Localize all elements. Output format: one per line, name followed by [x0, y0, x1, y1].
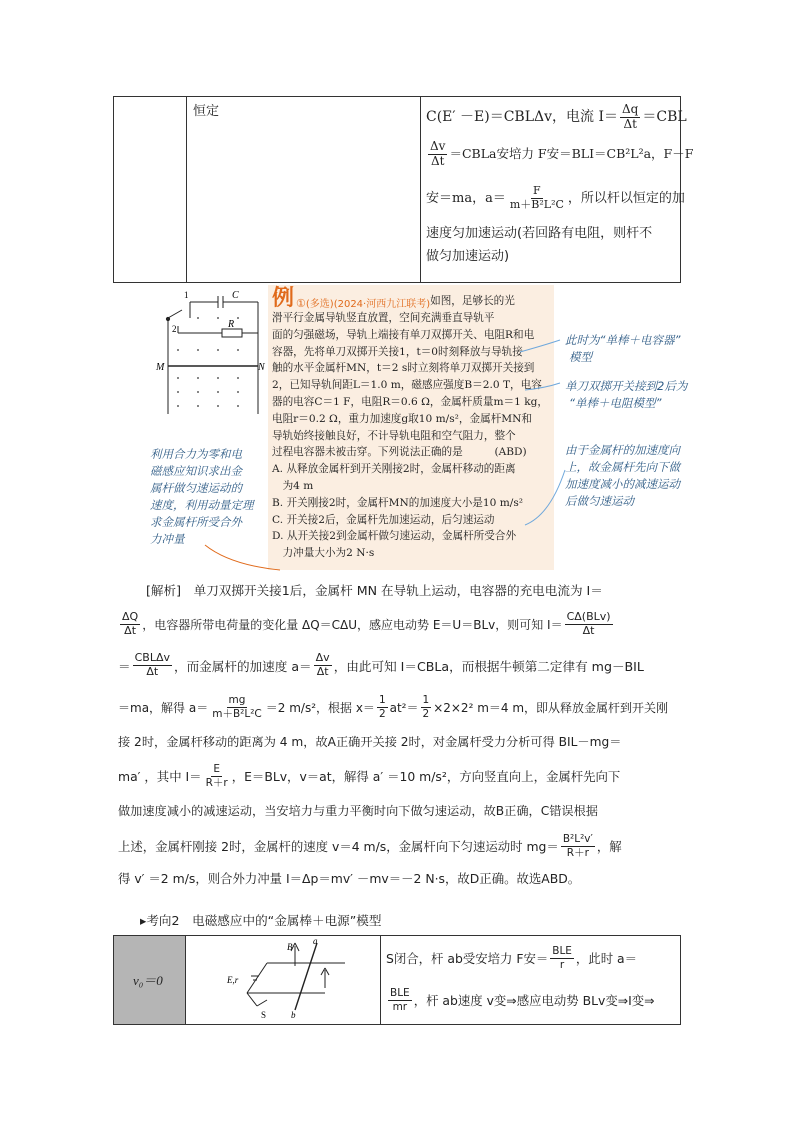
solution-line: $\frac{\Delta Q}{\Delta t}$ ，电容器所带电荷量的变化量 ΔQ＝CΔU，感应电动势 E＝U＝BLv，则可知 I＝ $\frac{\text{CΔ(BLv)}}{\Delta t}$ — [122, 609, 611, 637]
solution-line: ＝ $\frac{\text{CBLΔv}}{\Delta t}$ ，而金属杆的加速度 a＝ $\frac{\Delta v}{\Delta t}$ ，由此可知 I＝CBLa，而根据牛顿第二定律有 mg－BIL — [118, 650, 644, 678]
solution-line: 上述，金属杆刚接 2时，金属杆的速度 v＝4 m/s，金属杆向下匀速运动时 mg＝ $\frac{\text{B²L²v′}}{R+r}$ ，解 — [118, 833, 622, 859]
example-line: 过程电容器未被击穿。下列说法正确的是 (ABD) — [272, 446, 527, 459]
label-M: M — [156, 362, 165, 373]
option-a: A. 从释放金属杆到开关刚接2时，金属杆移动的距离 — [272, 463, 516, 476]
example-line: 容器，先将单刀双掷开关接1，t＝0时刻释放与导轨接 — [272, 345, 523, 358]
example-badge: 例 — [272, 286, 295, 311]
label-1: 1 — [184, 290, 189, 300]
option-b: B. 开关刚接2时，金属杆MN的加速度大小是10 m/s² — [272, 496, 524, 509]
label-N: N — [258, 362, 265, 373]
solution-line: [解析] 单刀双掷开关接1后，金属杆 MN 在导轨上运动，电容器的充电电流为 I＝ — [146, 583, 603, 598]
rod-source-diagram — [225, 938, 355, 1018]
label-b: b — [291, 1010, 296, 1018]
example-line: 滑平行金属导轨竖直放置，空间充满垂直导轨平 — [272, 312, 495, 324]
option-c: C. 开关接2后，金属杆先加速运动，后匀速运动 — [272, 513, 495, 526]
note-resistor-model: 单刀双掷开关接到2后为 “单棒＋电阻模型” — [565, 379, 688, 410]
note-capacitor-model: 此时为“单棒＋电容器” 模型 — [565, 333, 681, 364]
option-a-cont: 为4 m — [272, 479, 314, 492]
example-line: 触的水平金属杆MN，t＝2 s时立刻将单刀双掷开关接到 — [272, 362, 535, 375]
option-d-cont: 力冲量大小为2 N·s — [272, 547, 375, 560]
label-C: C — [232, 290, 239, 301]
example-line: 如图，足够长的光 — [430, 295, 515, 308]
label-Er: E,r — [227, 975, 239, 985]
section-heading: ▸考向2 电磁感应中的“金属棒＋电源”模型 — [140, 913, 382, 928]
solution-line: 得 v′ ＝2 m/s，则合外力冲量 I＝Δp＝mv′ －mv＝－2 N·s，故D正确。故选ABD。 — [118, 871, 581, 886]
example-source-tag: (多选)(2024·河西九江联考) — [305, 299, 431, 310]
table-cell-label: 恒定 — [193, 104, 220, 119]
solution-line: ＝ma，解得 a＝ $\frac{mg}{\text{m＋B²L²C}}$ ＝2 m/s²，根据 x＝ $\frac{1}{2}$ at²＝ $\frac{1}{2}$ ×2×2² m＝4 m，即从释放金属杆到开关刚 — [118, 694, 669, 720]
example-line: 面的匀强磁场，导轨上端接有单刀双掷开关、电阻R和电 — [272, 328, 535, 341]
rod-source-description: S闭合，杆 ab受安培力 F安＝ $\frac{\text{BLE}}{r}$ ，此时 a＝ $\frac{\text{BLE}}{mr}$ ，杆 ab速度 v变⇒感应电动势 BLv变⇒I变⇒ — [386, 945, 655, 1013]
example-line: 2，已知导轨间距L＝1.0 m，磁感应强度B＝2.0 T，电容 — [272, 379, 542, 392]
label-a: a — [313, 938, 318, 946]
label-S: S — [261, 1010, 267, 1018]
example-line: 器的电容C＝1 F，电阻R＝0.6 Ω，金属杆质量m＝1 kg， — [272, 395, 548, 408]
note-momentum: 利用合力为零和电 磁感应知识求出金 属杆做匀速运动的 速度，利用动量定理 求金属杆所受合外 力冲量 — [150, 447, 254, 546]
label-2: 2 — [172, 324, 177, 334]
label-R: R — [228, 319, 235, 330]
solution — [118, 580, 683, 892]
note-deceleration: 由于金属杆的加速度向 上，故金属杆先向下做 加速度减小的减速运动 后做匀速运动 — [565, 443, 680, 508]
example-line: 导轨始终接触良好，不计导轨电阻和空气阻力，整个 — [272, 429, 516, 442]
formula-cell: C(E′ －E)＝CBLΔv，电流 I＝ $\frac{\Delta q}{\Delta t}$ ＝CBL $\frac{\Delta v}{\Delta t}$ ＝CBLa安培力 F安＝BLI＝CB²L²a，F－F 安＝ma，a＝ $\frac{F}{\text{m＋B²L²C}}$ ，所以杆以恒定的加 速度匀加速运动(若回路有电阻，则杆不 做匀加速运动) — [426, 101, 694, 264]
example-line: 电阻r＝0.2 Ω，重力加速度g取10 m/s²，金属杆MN和 — [272, 412, 533, 425]
option-d: D. 从开关接2到金属杆做匀速运动，金属杆所受合外 — [272, 530, 517, 543]
solution-line: 做加速度减小的减速运动，当安培力与重力平衡时向下做匀速运动，故B正确，C错误根据 — [118, 804, 598, 818]
initial-velocity-label: v₀＝0 — [133, 973, 163, 988]
label-B: B — [287, 942, 293, 952]
solution-line: ma′ ，其中 I＝ $\frac{E}{R+r}$ ，E＝BLv，v＝at，解得 a′ ＝10 m/s²，方向竖直向上，金属杆先向下 — [118, 763, 621, 789]
solution-line: 接 2时，金属杆移动的距离为 4 m，故A正确开关接 2时，对金属杆受力分析可得 BIL－mg＝ — [118, 735, 622, 749]
example-number: ① — [296, 297, 306, 310]
